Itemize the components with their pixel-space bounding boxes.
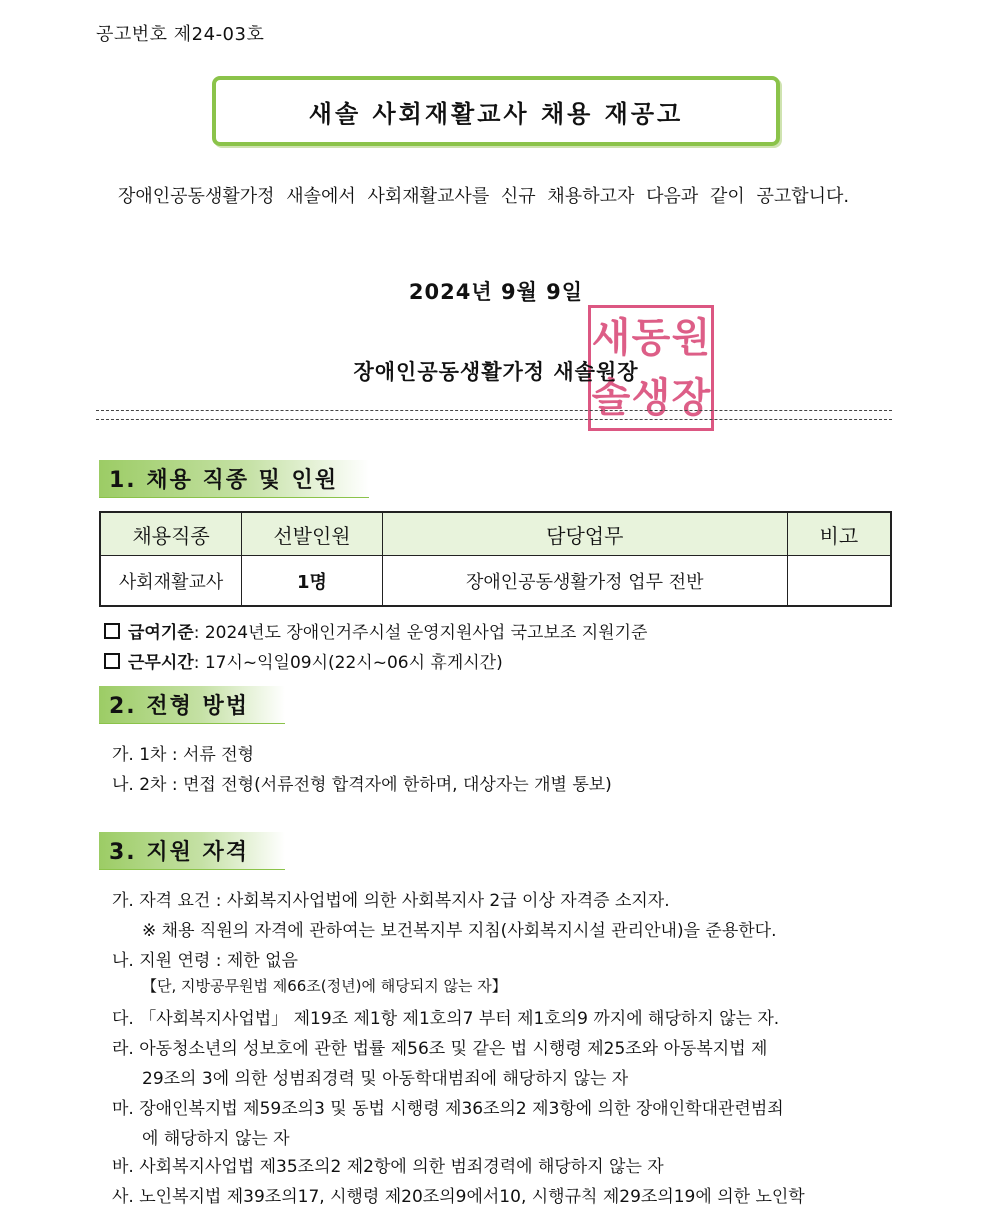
list-item: 나. 지원 연령 : 제한 없음: [112, 951, 298, 971]
list-item: 가. 1차 : 서류 전형: [112, 745, 255, 765]
seal-char: 생: [631, 374, 671, 421]
list-item: 사. 노인복지법 제39조의17, 시행령 제20조의9에서10, 시행규칙 제29조의19에 의한 노인학: [112, 1187, 805, 1207]
list-item: 나. 2차 : 면접 전형(서류전형 합격자에 한하며, 대상자는 개별 통보): [112, 775, 612, 795]
list-item: 가. 자격 요건 : 사회복지사업법에 의한 사회복지사 2급 이상 자격증 소지자.: [112, 891, 670, 911]
notice-date: 2024년 9월 9일: [408, 280, 584, 304]
list-item: 다. 「사회복지사업법」 제19조 제1항 제1호의7 부터 제1호의9 까지에 해당하지 않는 자.: [112, 1009, 780, 1029]
note-text: : 2024년도 장애인거주시설 운영지원사업 국고보조 지원기준: [193, 623, 648, 643]
section-heading-qualifications: 3. 지원 자격: [99, 832, 285, 870]
section-heading-positions: 1. 채용 직종 및 인원: [99, 460, 369, 498]
table-header-cell: 선발인원: [242, 512, 383, 556]
table-cell-duties: 장애인공동생활가정 업무 전반: [382, 556, 787, 607]
seal-char: 솔: [591, 374, 631, 421]
note-label: 근무시간: [128, 653, 194, 673]
table-header-cell: 채용직종: [100, 512, 242, 556]
divider-dashed-top: [96, 410, 892, 411]
seal-char: 새: [591, 314, 631, 361]
seal-char: 동: [631, 314, 671, 361]
intro-paragraph: 장애인공동생활가정 새솔에서 사회재활교사를 신규 채용하고자 다음과 같이 공고합니다.: [118, 186, 850, 207]
seal-char: 장: [671, 374, 711, 421]
table-cell-position: 사회재활교사: [100, 556, 242, 607]
checkbox-square-icon: [104, 653, 120, 669]
signer-name: 장애인공동생활가정 새솔원장: [353, 360, 639, 384]
note-salary: [104, 618, 647, 643]
list-note: 【단, 지방공무원법 제66조(정년)에 해당되지 않는 자】: [142, 977, 507, 995]
table-row: [100, 556, 891, 607]
document-title-text: 새솔 사회재활교사 채용 재공고: [308, 99, 684, 128]
table-header-cell: 담당업무: [382, 512, 787, 556]
divider-dashed-bottom: [96, 419, 892, 420]
note-hours: [104, 648, 503, 673]
positions-table: [99, 511, 892, 607]
note-text: : 17시~익일09시(22시~06시 휴게시간): [193, 653, 503, 673]
table-cell-count: 1명: [242, 556, 383, 607]
list-item-continuation: 29조의 3에 의한 성범죄경력 및 아동학대범죄에 해당하지 않는 자: [142, 1069, 629, 1089]
document-title: [212, 76, 780, 146]
list-item: 바. 사회복지사업법 제35조의2 제2항에 의한 범죄경력에 해당하지 않는 자: [112, 1157, 664, 1177]
list-item-continuation: 에 해당하지 않는 자: [142, 1129, 290, 1149]
table-header-cell: 비고: [787, 512, 891, 556]
table-cell-remarks: [787, 556, 891, 607]
notice-number: 공고번호 제24-03호: [96, 24, 265, 45]
table-header-row: [100, 512, 891, 556]
list-item: 마. 장애인복지법 제59조의3 및 동법 시행령 제36조의2 제3항에 의한 장애인학대관련범죄: [112, 1099, 784, 1119]
list-note: ※ 채용 직원의 자격에 관하여는 보건복지부 지침(사회복지시설 관리안내)을 준용한다.: [142, 921, 777, 941]
list-item: 라. 아동청소년의 성보호에 관한 법률 제56조 및 같은 법 시행령 제25조와 아동복지법 제: [112, 1039, 768, 1059]
checkbox-square-icon: [104, 623, 120, 639]
note-label: 급여기준: [128, 623, 194, 643]
seal-char: 원: [671, 314, 711, 361]
section-heading-selection: 2. 전형 방법: [99, 686, 285, 724]
